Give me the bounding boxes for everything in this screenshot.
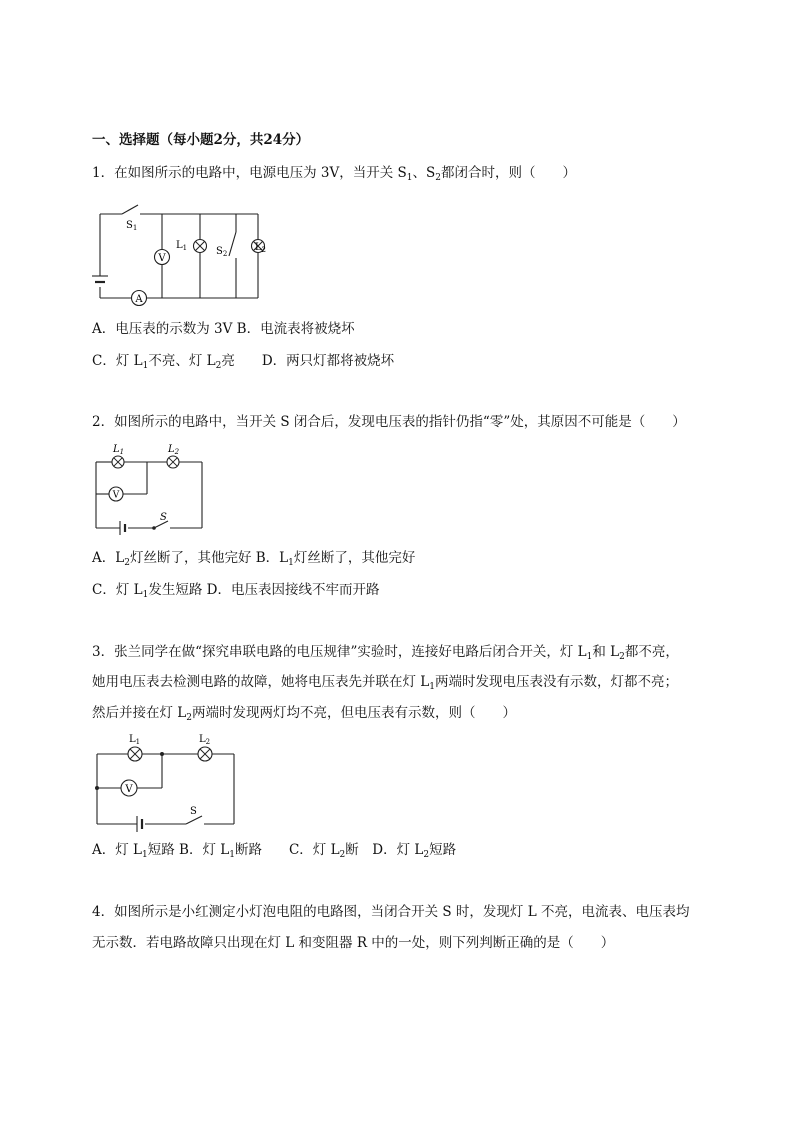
junction-dot [95, 786, 99, 790]
subscript-text: 2 [124, 558, 130, 568]
question-3-stem-line-1 [92, 643, 679, 661]
question-4-stem-line-1 [92, 903, 689, 921]
text-run: 断 D．灯 L [345, 842, 424, 858]
subscript-text: 1 [229, 850, 235, 860]
subscript-text: 2 [619, 652, 625, 662]
label-l1: $L_1$ [176, 240, 188, 252]
voltmeter-symbol [155, 250, 170, 265]
switch-pivot [152, 526, 156, 530]
lamp-l1-symbol [112, 456, 124, 468]
text-run: 她用电压表去检测电路的故障，她将电压表先并联在灯 L [92, 674, 430, 690]
question-1-options-row-1 [92, 320, 355, 338]
subscript-text: 1 [142, 361, 149, 371]
text-run: 4．如图所示是小红测定小灯泡电阻的电路图，当闭合开关 S 时，发现灯 L 不亮，电流表、电压表均 [92, 904, 690, 920]
text-run: 和 L [592, 644, 620, 660]
text-run: 不亮、灯 L [148, 353, 216, 369]
question-2-stem [92, 413, 686, 431]
question-3-options-row-1 [92, 841, 456, 859]
text-run: C．灯 L [92, 582, 143, 598]
circuit-diagram-3 [92, 728, 240, 832]
subscript-text: 1 [288, 558, 294, 568]
question-2-options-row-2 [92, 581, 379, 599]
text-run: A．L [92, 550, 125, 566]
circuit-diagram-1 [94, 196, 264, 304]
circuit-diagram-2 [92, 442, 208, 534]
label-l1: $L_1$ [113, 444, 125, 456]
text-run: 都闭合时，则（ ） [440, 165, 576, 181]
text-run: 两端时发现电压表没有示数，灯都不亮； [435, 674, 678, 690]
junction-dot [160, 752, 164, 756]
text-run: 灯丝断了，其他完好 B．L [129, 550, 289, 566]
label-l2: $L_2$ [254, 242, 266, 254]
label-s1: $S_1$ [126, 220, 138, 232]
subscript-text: 1 [142, 850, 148, 860]
text-run: A．电压表的示数为 3V B．电流表将被烧坏 [92, 321, 355, 337]
subscript-text: 2 [186, 713, 192, 723]
lamp-l2-symbol [167, 456, 179, 468]
ammeter-label: A [135, 294, 143, 305]
text-run: 1．在如图所示的电路中，电源电压为 3V，当开关 S [92, 165, 407, 181]
text-run: 两端时发现两灯均不亮，但电压表有示数，则（ ） [192, 705, 516, 721]
question-2-circuit-diagram [92, 442, 208, 534]
question-3-circuit-diagram [92, 728, 240, 832]
label-l2: $L_2$ [168, 444, 180, 456]
lamp-l1-symbol [194, 240, 207, 253]
subscript-text: 1 [406, 173, 413, 183]
subscript-text: 2 [423, 850, 430, 860]
voltmeter-label: V [158, 253, 166, 264]
text-run: C．灯 L [92, 353, 143, 369]
subscript-text: 2 [435, 173, 441, 183]
text-run: 3．张兰同学在做“探究串联电路的电压规律”实验时，连接好电路后闭合开关，灯 L [92, 644, 587, 660]
label-switch: S [190, 806, 197, 817]
voltmeter-label: V [125, 784, 133, 795]
label-l2: $L_2$ [199, 734, 211, 746]
label-l1: $L_1$ [129, 734, 141, 746]
text-run: 、S [412, 165, 436, 181]
section-title: 一、选择题（每小题2分，共24分） [92, 132, 310, 148]
text-run: 灯丝断了，其他完好 [293, 550, 416, 566]
text-run: 然后并接在灯 L [92, 705, 187, 721]
question-2-options-row-1 [92, 549, 415, 567]
voltmeter-symbol [109, 487, 123, 501]
voltmeter-symbol [121, 780, 137, 796]
lamp-l1-symbol [128, 747, 142, 761]
subscript-text: 1 [586, 652, 593, 662]
question-1-stem [92, 164, 576, 182]
question-3-stem-line-2 [92, 673, 678, 691]
subscript-text: 2 [215, 361, 222, 371]
text-run: 亮 D．两只灯都将被烧坏 [221, 353, 395, 369]
text-run: 发生短路 D．电压表因接线不牢而开路 [148, 582, 380, 598]
lamp-l2-symbol [198, 747, 212, 761]
question-1-circuit-diagram [94, 196, 264, 304]
text-run: A．灯 L [92, 842, 143, 858]
subscript-text: 1 [142, 590, 149, 600]
text-run: 断路 C．灯 L [234, 842, 340, 858]
ammeter-symbol [132, 291, 147, 306]
text-run: 2．如图所示的电路中，当开关 S 闭合后，发现电压表的指针仍指“零”处，其原因不可能是（ ） [92, 414, 686, 430]
text-run: 都不亮， [624, 644, 679, 660]
question-3-stem-line-3 [92, 704, 516, 722]
voltmeter-label: V [112, 490, 120, 501]
question-4-stem-line-2 [92, 934, 614, 952]
text-run: 无示数．若电路故障只出现在灯 L 和变阻器 R 中的一处，则下列判断正确的是（ ） [92, 935, 615, 951]
label-switch: S [160, 512, 167, 523]
label-s2: $S_2$ [216, 246, 228, 258]
text-run: 短路 B．灯 L [147, 842, 230, 858]
subscript-text: 1 [429, 682, 435, 692]
text-run: 短路 [429, 842, 457, 858]
question-1-options-row-2 [92, 352, 394, 370]
subscript-text: 2 [339, 850, 346, 860]
